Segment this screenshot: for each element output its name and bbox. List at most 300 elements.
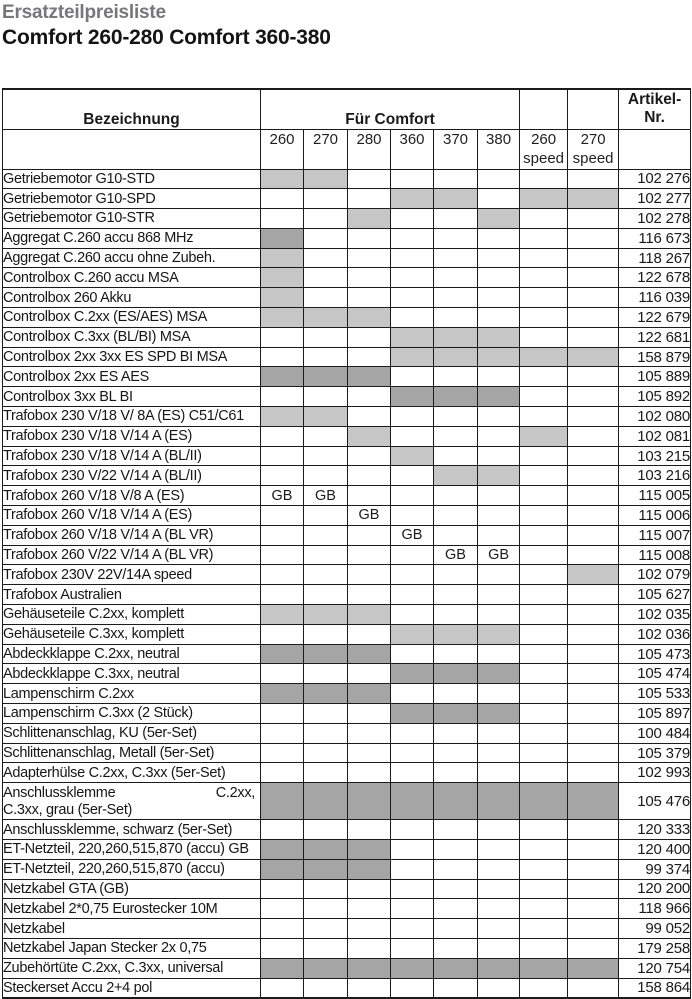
model-cell-270-speed — [568, 763, 619, 783]
model-cell-260 — [261, 367, 304, 387]
model-cell-260 — [261, 743, 304, 763]
model-cell-270 — [304, 938, 348, 958]
model-cell-270-speed — [568, 446, 619, 466]
model-cell-260-speed — [520, 783, 568, 820]
model-cell-270 — [304, 664, 348, 684]
speed-260-line2: speed — [523, 149, 565, 167]
table-row — [3, 169, 691, 189]
model-cell-260 — [261, 169, 304, 189]
model-cell-280 — [348, 704, 391, 724]
model-cell-260-speed — [520, 486, 568, 506]
speed-270-line1: 270 — [580, 130, 606, 148]
model-cell-260 — [261, 545, 304, 565]
model-cell-380 — [478, 763, 520, 783]
model-cell-270 — [304, 387, 348, 407]
model-cell-260-speed — [520, 605, 568, 625]
model-cell-260 — [261, 446, 304, 466]
artikel-nr-cell: 120 200 — [619, 879, 691, 899]
model-cell-360 — [391, 820, 434, 840]
model-cell-370 — [434, 169, 478, 189]
artikel-nr-cell: 99 052 — [619, 919, 691, 939]
model-cell-270-speed — [568, 859, 619, 879]
part-name-cell: Controlbox 2xx ES AES — [3, 367, 261, 387]
model-cell-360 — [391, 978, 434, 998]
part-name-cell: ET-Netzteil, 220,260,515,870 (accu) — [3, 859, 261, 879]
part-name-cell: Abdeckklappe C.3xx, neutral — [3, 664, 261, 684]
model-cell-260 — [261, 919, 304, 939]
model-cell-280 — [348, 268, 391, 288]
part-name-cell: Steckerset Accu 2+4 pol — [3, 978, 261, 998]
model-cell-260-speed — [520, 859, 568, 879]
part-name-cell: Gehäuseteile C.3xx, komplett — [3, 624, 261, 644]
model-cell-380 — [478, 938, 520, 958]
model-cell-380 — [478, 525, 520, 545]
model-cell-260-speed — [520, 704, 568, 724]
model-cell-370 — [434, 859, 478, 879]
model-cell-280 — [348, 644, 391, 664]
model-cell-370 — [434, 978, 478, 998]
part-name-cell: Lampenschirm C.3xx (2 Stück) — [3, 704, 261, 724]
model-cell-370 — [434, 723, 478, 743]
column-header-380: 380 — [478, 129, 520, 169]
model-cell-280 — [348, 743, 391, 763]
model-cell-370 — [434, 840, 478, 860]
model-cell-260 — [261, 308, 304, 328]
model-cell-280 — [348, 288, 391, 308]
model-cell-260 — [261, 466, 304, 486]
artikel-nr-cell: 105 892 — [619, 387, 691, 407]
part-name-cell: Schlittenanschlag, KU (5er-Set) — [3, 723, 261, 743]
model-cell-270-speed — [568, 466, 619, 486]
model-cell-270-speed — [568, 228, 619, 248]
model-cell-260-speed — [520, 585, 568, 605]
model-cell-360 — [391, 308, 434, 328]
model-cell-280 — [348, 228, 391, 248]
table-row — [3, 859, 691, 879]
model-cell-380 — [478, 486, 520, 506]
model-cell-270 — [304, 347, 348, 367]
model-cell-260-speed — [520, 506, 568, 526]
artikel-nr-cell: 118 267 — [619, 248, 691, 268]
part-name-cell: Trafobox 260 V/22 V/14 A (BL VR) — [3, 545, 261, 565]
speed-270-line2: speed — [572, 149, 614, 167]
model-cell-280 — [348, 684, 391, 704]
part-name-line2: C.3xx, grau (5er-Set) — [3, 801, 133, 818]
model-cell-370 — [434, 624, 478, 644]
artikel-nr-cell: 102 277 — [619, 189, 691, 209]
model-cell-370 — [434, 783, 478, 820]
artikel-nr-cell: 122 678 — [619, 268, 691, 288]
model-cell-360 — [391, 367, 434, 387]
model-cell-370 — [434, 820, 478, 840]
model-cell-260-speed — [520, 426, 568, 446]
table-row — [3, 268, 691, 288]
model-cell-370 — [434, 426, 478, 446]
model-cell-360 — [391, 585, 434, 605]
model-cell-260-speed — [520, 899, 568, 919]
part-name-cell: Lampenschirm C.2xx — [3, 684, 261, 704]
model-cell-360 — [391, 565, 434, 585]
model-cell-260-speed — [520, 938, 568, 958]
model-cell-270: GB — [304, 486, 348, 506]
model-cell-260-speed — [520, 820, 568, 840]
table-row — [3, 506, 691, 526]
part-name-cell: Zubehörtüte C.2xx, C.3xx, universal — [3, 958, 261, 978]
model-cell-360 — [391, 723, 434, 743]
model-cell-270 — [304, 859, 348, 879]
model-cell-270 — [304, 605, 348, 625]
model-cell-270-speed — [568, 585, 619, 605]
model-cell-280 — [348, 209, 391, 229]
model-cell-360 — [391, 664, 434, 684]
model-cell-370 — [434, 407, 478, 427]
model-cell-270 — [304, 268, 348, 288]
table-row — [3, 209, 691, 229]
model-cell-370: GB — [434, 545, 478, 565]
model-cell-260-speed — [520, 545, 568, 565]
table-row — [3, 446, 691, 466]
model-cell-260 — [261, 704, 304, 724]
model-cell-370 — [434, 958, 478, 978]
model-cell-280 — [348, 387, 391, 407]
column-header-260-speed-top — [520, 89, 568, 129]
model-cell-270 — [304, 723, 348, 743]
model-cell-380 — [478, 169, 520, 189]
artikel-nr-cell: 105 379 — [619, 743, 691, 763]
table-row — [3, 407, 691, 427]
table-row — [3, 387, 691, 407]
table-row — [3, 525, 691, 545]
part-name-cell: Gehäuseteile C.2xx, komplett — [3, 605, 261, 625]
model-cell-370 — [434, 189, 478, 209]
model-cell-360 — [391, 446, 434, 466]
model-cell-380 — [478, 228, 520, 248]
model-cell-260-speed — [520, 763, 568, 783]
part-name-cell: Controlbox C.260 accu MSA — [3, 268, 261, 288]
model-cell-260 — [261, 189, 304, 209]
model-cell-380 — [478, 743, 520, 763]
model-cell-260-speed — [520, 840, 568, 860]
model-cell-380 — [478, 565, 520, 585]
model-cell-270-speed — [568, 820, 619, 840]
model-cell-360 — [391, 426, 434, 446]
model-cell-260-speed — [520, 248, 568, 268]
model-cell-270 — [304, 704, 348, 724]
model-cell-360 — [391, 919, 434, 939]
model-cell-260 — [261, 783, 304, 820]
model-cell-270 — [304, 407, 348, 427]
model-cell-280 — [348, 879, 391, 899]
artikel-nr-cell: 105 476 — [619, 783, 691, 820]
part-name-cell: Controlbox 3xx BL BI — [3, 387, 261, 407]
model-cell-380 — [478, 387, 520, 407]
model-cell-270 — [304, 958, 348, 978]
artikel-nr-cell: 122 681 — [619, 327, 691, 347]
model-cell-260-speed — [520, 978, 568, 998]
model-cell-380 — [478, 327, 520, 347]
model-cell-270-speed — [568, 347, 619, 367]
model-cell-380 — [478, 506, 520, 526]
model-cell-270-speed — [568, 684, 619, 704]
model-cell-280 — [348, 605, 391, 625]
model-cell-360 — [391, 763, 434, 783]
artikel-nr-cell: 122 679 — [619, 308, 691, 328]
model-cell-370 — [434, 605, 478, 625]
model-cell-270-speed — [568, 938, 619, 958]
model-cell-270 — [304, 446, 348, 466]
part-name-cell: Getriebemotor G10-SPD — [3, 189, 261, 209]
part-name-cell: Controlbox C.2xx (ES/AES) MSA — [3, 308, 261, 328]
model-cell-380 — [478, 367, 520, 387]
model-cell-360: GB — [391, 525, 434, 545]
table-row — [3, 426, 691, 446]
table-row — [3, 879, 691, 899]
table-row — [3, 228, 691, 248]
part-name-cell: Abdeckklappe C.2xx, neutral — [3, 644, 261, 664]
model-cell-260 — [261, 426, 304, 446]
part-name-cell: Trafobox 230 V/18 V/14 A (BL/II) — [3, 446, 261, 466]
column-header-artikel-nr — [619, 89, 691, 129]
model-cell-260-speed — [520, 228, 568, 248]
table-row — [3, 545, 691, 565]
artikel-nr-cell: 102 278 — [619, 209, 691, 229]
part-name-cell: Controlbox C.3xx (BL/BI) MSA — [3, 327, 261, 347]
model-cell-360 — [391, 899, 434, 919]
model-cell-270 — [304, 189, 348, 209]
model-cell-270-speed — [568, 704, 619, 724]
artikel-nr-cell: 105 889 — [619, 367, 691, 387]
model-cell-370 — [434, 486, 478, 506]
model-cell-270-speed — [568, 367, 619, 387]
model-cell-360 — [391, 248, 434, 268]
table-header — [3, 89, 691, 169]
model-cell-260 — [261, 958, 304, 978]
model-cell-270-speed — [568, 407, 619, 427]
table-row — [3, 327, 691, 347]
table-row — [3, 783, 691, 820]
model-cell-260-speed — [520, 169, 568, 189]
model-cell-270-speed — [568, 387, 619, 407]
model-cell-260 — [261, 268, 304, 288]
artikel-nr-cell: 102 993 — [619, 763, 691, 783]
model-cell-370 — [434, 664, 478, 684]
model-cell-380 — [478, 664, 520, 684]
model-cell-270 — [304, 585, 348, 605]
artikel-nr-cell: 115 007 — [619, 525, 691, 545]
table-row — [3, 189, 691, 209]
model-cell-360 — [391, 189, 434, 209]
model-cell-270-speed — [568, 268, 619, 288]
part-name-cell: ET-Netzteil, 220,260,515,870 (accu) GB — [3, 840, 261, 860]
model-cell-360 — [391, 486, 434, 506]
part-name-cell: Controlbox 260 Akku — [3, 288, 261, 308]
artikel-nr-cell: 158 879 — [619, 347, 691, 367]
table-row — [3, 466, 691, 486]
model-cell-280: GB — [348, 506, 391, 526]
table-row — [3, 585, 691, 605]
model-cell-260-speed — [520, 958, 568, 978]
model-cell-260 — [261, 506, 304, 526]
model-cell-270 — [304, 308, 348, 328]
model-cell-270 — [304, 644, 348, 664]
model-cell-260 — [261, 248, 304, 268]
artikel-nr-cell: 105 473 — [619, 644, 691, 664]
model-cell-360 — [391, 347, 434, 367]
model-cell-280 — [348, 585, 391, 605]
model-cell-260 — [261, 209, 304, 229]
model-cell-270 — [304, 899, 348, 919]
model-cell-370 — [434, 327, 478, 347]
model-cell-260 — [261, 978, 304, 998]
model-cell-260-speed — [520, 288, 568, 308]
table-row — [3, 248, 691, 268]
model-cell-260 — [261, 859, 304, 879]
model-cell-270-speed — [568, 958, 619, 978]
table-row — [3, 743, 691, 763]
model-cell-380 — [478, 919, 520, 939]
model-cell-270-speed — [568, 506, 619, 526]
model-cell-380 — [478, 446, 520, 466]
model-cell-260-speed — [520, 723, 568, 743]
model-cell-260 — [261, 820, 304, 840]
model-cell-380 — [478, 859, 520, 879]
model-cell-370 — [434, 919, 478, 939]
model-cell-270 — [304, 426, 348, 446]
artikel-nr-cell: 105 474 — [619, 664, 691, 684]
model-cell-270-speed — [568, 486, 619, 506]
model-cell-280 — [348, 308, 391, 328]
artikel-nr-cell: 118 966 — [619, 899, 691, 919]
model-cell-270 — [304, 879, 348, 899]
table-row — [3, 664, 691, 684]
model-cell-270-speed — [568, 899, 619, 919]
artikel-nr-cell: 116 673 — [619, 228, 691, 248]
model-cell-370 — [434, 899, 478, 919]
model-cell-270 — [304, 783, 348, 820]
model-cell-260 — [261, 327, 304, 347]
model-cell-280 — [348, 565, 391, 585]
model-cell-360 — [391, 783, 434, 820]
model-cell-280 — [348, 466, 391, 486]
model-cell-370 — [434, 446, 478, 466]
model-cell-260-speed — [520, 525, 568, 545]
model-cell-270 — [304, 763, 348, 783]
model-cell-280 — [348, 899, 391, 919]
model-cell-280 — [348, 169, 391, 189]
model-cell-260 — [261, 723, 304, 743]
model-cell-360 — [391, 938, 434, 958]
model-cell-380 — [478, 268, 520, 288]
model-cell-270-speed — [568, 426, 619, 446]
table-row — [3, 288, 691, 308]
column-header-260: 260 — [261, 129, 304, 169]
column-header-fuer-comfort: Für Comfort — [261, 89, 520, 129]
artikel-nr-cell: 100 484 — [619, 723, 691, 743]
model-cell-270-speed — [568, 743, 619, 763]
model-cell-260-speed — [520, 644, 568, 664]
model-cell-260-speed — [520, 308, 568, 328]
model-cell-360 — [391, 879, 434, 899]
model-cell-270 — [304, 209, 348, 229]
model-cell-380 — [478, 407, 520, 427]
model-cell-380 — [478, 723, 520, 743]
column-header-bezeichnung: Bezeichnung — [3, 89, 261, 129]
model-cell-370 — [434, 268, 478, 288]
artikel-nr-cell: 105 627 — [619, 585, 691, 605]
model-cell-280 — [348, 248, 391, 268]
artikel-nr-cell: 102 276 — [619, 169, 691, 189]
table-row — [3, 899, 691, 919]
model-cell-380 — [478, 879, 520, 899]
artikel-nr-cell: 102 080 — [619, 407, 691, 427]
model-cell-380 — [478, 644, 520, 664]
table-row — [3, 763, 691, 783]
model-cell-370 — [434, 938, 478, 958]
model-cell-370 — [434, 288, 478, 308]
model-cell-260 — [261, 407, 304, 427]
model-cell-380 — [478, 684, 520, 704]
model-cell-270 — [304, 919, 348, 939]
artikel-nr-cell: 102 036 — [619, 624, 691, 644]
model-cell-260 — [261, 347, 304, 367]
model-cell-360 — [391, 209, 434, 229]
model-cell-260-speed — [520, 919, 568, 939]
model-cell-280 — [348, 327, 391, 347]
table-row — [3, 605, 691, 625]
model-cell-380 — [478, 585, 520, 605]
model-cell-270 — [304, 565, 348, 585]
model-cell-270 — [304, 327, 348, 347]
model-cell-280 — [348, 486, 391, 506]
model-cell-260-speed — [520, 743, 568, 763]
table-row — [3, 486, 691, 506]
part-name-cell: Trafobox 260 V/18 V/8 A (ES) — [3, 486, 261, 506]
model-cell-280 — [348, 820, 391, 840]
model-cell-360 — [391, 407, 434, 427]
model-cell-260-speed — [520, 446, 568, 466]
model-cell-360 — [391, 228, 434, 248]
model-cell-280 — [348, 347, 391, 367]
model-cell-260 — [261, 387, 304, 407]
model-cell-360 — [391, 859, 434, 879]
model-cell-270-speed — [568, 644, 619, 664]
model-cell-360 — [391, 327, 434, 347]
model-cell-360 — [391, 466, 434, 486]
part-name-cell: Netzkabel GTA (GB) — [3, 879, 261, 899]
model-cell-280 — [348, 525, 391, 545]
model-cell-370 — [434, 248, 478, 268]
part-name-cell: Anschlussklemme, schwarz (5er-Set) — [3, 820, 261, 840]
artikel-nr-cell: 120 754 — [619, 958, 691, 978]
part-name-cell: Controlbox 2xx 3xx ES SPD BI MSA — [3, 347, 261, 367]
table-row — [3, 723, 691, 743]
part-name-cell: Getriebemotor G10-STR — [3, 209, 261, 229]
model-cell-370 — [434, 308, 478, 328]
model-cell-270-speed — [568, 209, 619, 229]
model-cell-280 — [348, 545, 391, 565]
model-cell-280 — [348, 958, 391, 978]
model-cell-260-speed — [520, 684, 568, 704]
artikel-label-line1: Artikel- — [627, 91, 682, 109]
part-name-cell: Trafobox Australien — [3, 585, 261, 605]
model-cell-370 — [434, 466, 478, 486]
part-name-cell: Netzkabel — [3, 919, 261, 939]
model-cell-360 — [391, 506, 434, 526]
model-cell-260 — [261, 763, 304, 783]
model-cell-280 — [348, 367, 391, 387]
model-cell-270 — [304, 820, 348, 840]
model-cell-260 — [261, 624, 304, 644]
